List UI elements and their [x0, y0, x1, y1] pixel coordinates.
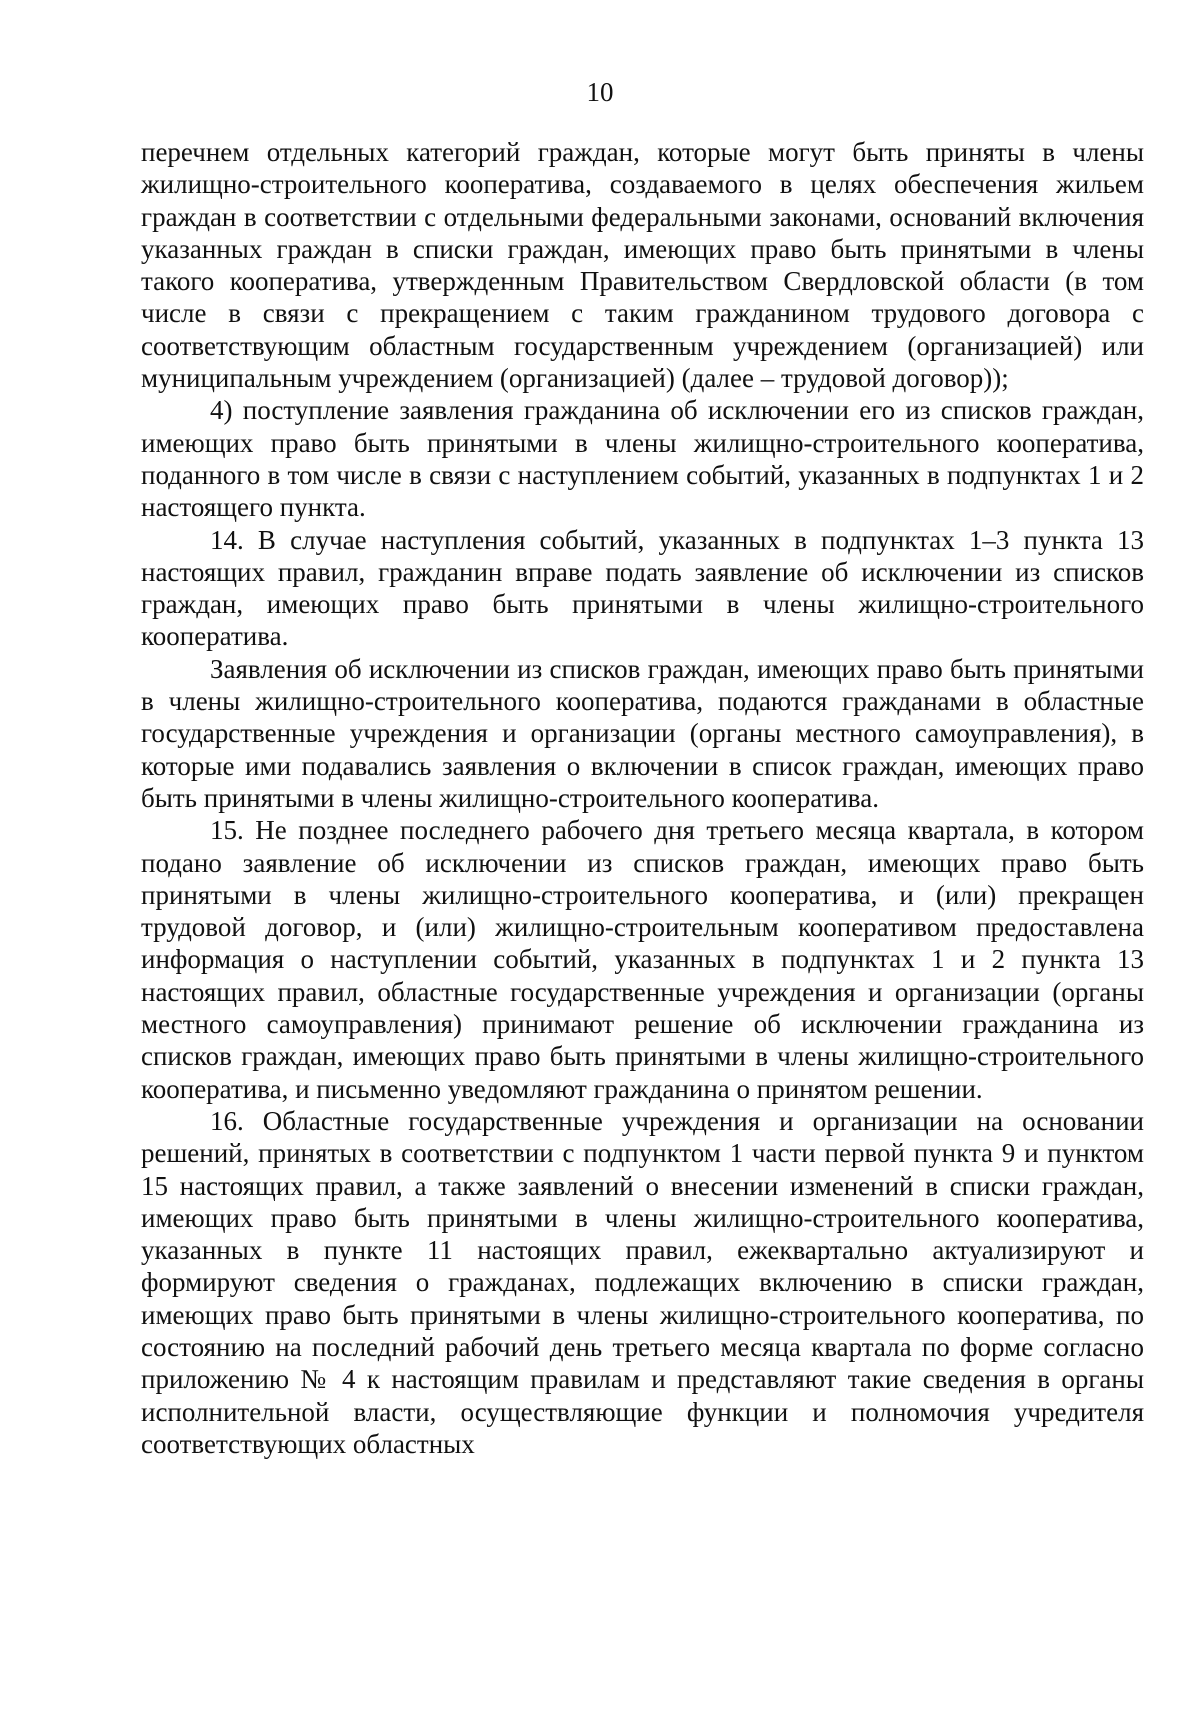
- paragraph-subitem-4: 4) поступление заявления гражданина об исключении его из списков граждан, имеющих право быть принятыми в члены жилищно-строительного кооператива, поданного в том числе в связи с наступлением событий, указанных в подпунктах 1 и 2 настоящего пункта.: [141, 395, 1144, 523]
- page-number: 10: [586, 77, 614, 107]
- paragraph-continuation: перечнем отдельных категорий граждан, которые могут быть приняты в члены жилищно-строительного кооператива, создаваемого в целях обеспечения жильем граждан в соответствии с отдельными федеральными законами, оснований включения указанных граждан в списки граждан, имеющих право быть принятыми в члены такого кооператива, утвержденным Правительством Свердловской области (в том числе в связи с прекращением с таким гражданином трудового договора с соответствующим областным государственным учреждением (организацией) или муниципальным учреждением (организацией) (далее – трудовой договор));: [141, 137, 1144, 394]
- paragraph-clause-14-applications: Заявления об исключении из списков граждан, имеющих право быть принятыми в члены жилищно-строительного кооператива, подаются гражданами в областные государственные учреждения и организации (органы местного самоуправления), в которые ими подавались заявления о включении в список граждан, имеющих право быть принятыми в члены жилищно-строительного кооператива.: [141, 653, 1144, 813]
- document-body: [141, 136, 1144, 1460]
- paragraph-clause-14: 14. В случае наступления событий, указанных в подпунктах 1–3 пункта 13 настоящих правил, гражданин вправе подать заявление об исключении из списков граждан, имеющих право быть принятыми в члены жилищно-строительного кооператива.: [141, 524, 1144, 652]
- paragraph-clause-16: 16. Областные государственные учреждения и организации на основании решений, принятых в соответствии с подпунктом 1 части первой пункта 9 и пунктом 15 настоящих правил, а также заявлений о внесении изменений в списки граждан, имеющих право быть принятыми в члены жилищно-строительного кооператива, указанных в пункте 11 настоящих правил, ежеквартально актуализируют и формируют сведения о гражданах, подлежащих включению в списки граждан, имеющих право быть принятыми в члены жилищно-строительного кооператива, по состоянию на последний рабочий день третьего месяца квартала по форме согласно приложению № 4 к настоящим правилам и представляют такие сведения в органы исполнительной власти, осуществляющие функции и полномочия учредителя соответствующих областных: [141, 1105, 1144, 1459]
- paragraph-clause-15: 15. Не позднее последнего рабочего дня третьего месяца квартала, в котором подано заявление об исключении из списков граждан, имеющих право быть принятыми в члены жилищно-строительного кооператива, и (или) прекращен трудовой договор, и (или) жилищно-строительным кооперативом предоставлена информация о наступлении событий, указанных в подпунктах 1 и 2 пункта 13 настоящих правил, областные государственные учреждения и организации (органы местного самоуправления) принимают решение об исключении гражданина из списков граждан, имеющих право быть принятыми в члены жилищно-строительного кооператива, и письменно уведомляют гражданина о принятом решении.: [141, 815, 1144, 1104]
